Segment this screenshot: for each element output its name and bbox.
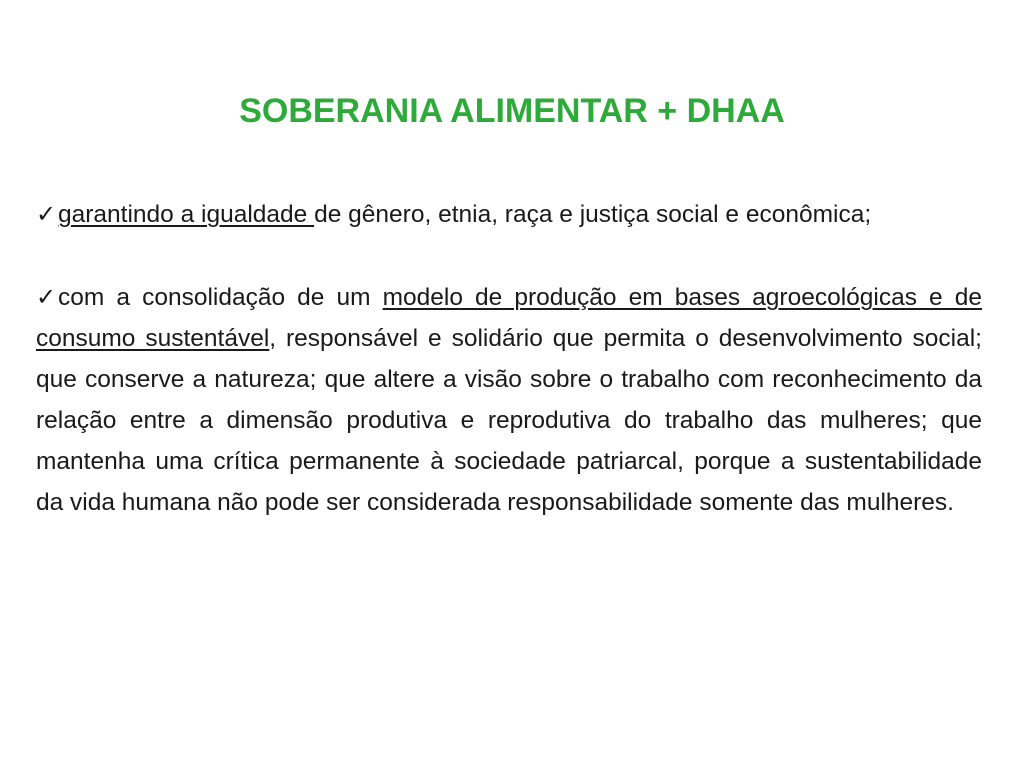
bullet-item-1 — [36, 194, 982, 235]
bullet-1-text: de gênero, etnia, raça e justiça social e econômica; — [314, 201, 872, 228]
checkmark-icon: ✓ — [36, 201, 57, 228]
slide-body — [36, 194, 982, 523]
bullet-1-underlined-text: garantindo a igualdade — [58, 201, 315, 228]
bullet-2-underlined-text: modelo de produção em bases agroecológicas e de consumo sustentável — [36, 284, 983, 352]
bullet-item-2 — [36, 277, 982, 523]
bullet-2-text: , responsável e solidário que permita o desenvolvimento social; que conserve a natureza; que altere a visão sobre o trabalho com reconhecimento da relação entre a dimensão produtiva e reprodutiva do trabalho das mulheres; que mantenha uma crítica permanente à sociedade patriarcal, porque a sustentabilidade da vida humana não pode ser considerada responsabilidade somente das mulheres. — [36, 325, 982, 516]
checkmark-icon: ✓ — [36, 284, 57, 311]
slide-title: SOBERANIA ALIMENTAR + DHAA — [239, 92, 785, 130]
bullet-2-lead-text: com a consolidação de um — [58, 284, 383, 311]
